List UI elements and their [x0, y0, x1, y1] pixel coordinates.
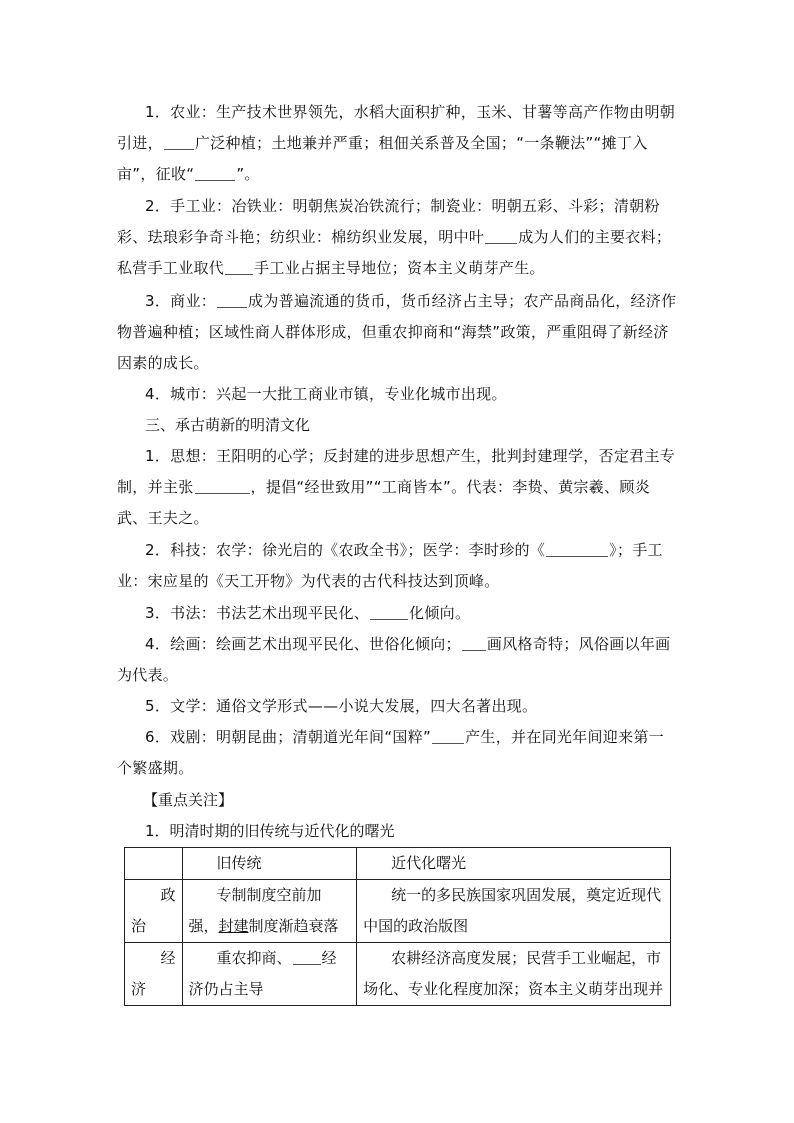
- blank-handicraft-type[interactable]: [225, 257, 253, 275]
- table-category-politics: [125, 880, 183, 943]
- politics-old-underlined: 封建: [218, 917, 249, 935]
- commerce-paragraph: [117, 286, 677, 379]
- comparison-table: [124, 847, 671, 1006]
- economy-new-cell: 农耕经济高度发展；民营手工业崛起，市场化、专业化程度加深；资本主义萌芽出现并: [357, 943, 671, 1006]
- economy-old-text-1: 重农抑商、: [216, 949, 292, 967]
- politics-char-2: 治: [131, 917, 147, 935]
- politics-old-text-rest: 制度渐趋衰落: [248, 917, 339, 935]
- drama-paragraph: [117, 722, 677, 784]
- calligraphy-text-1: 3．书法：书法艺术出现平民化、: [145, 604, 370, 622]
- drama-text-2: 产生，并在同光年间迎来第一个繁盛期。: [117, 728, 664, 777]
- blank-handicraft-fabric[interactable]: [485, 226, 517, 244]
- agriculture-text-1: 1．农业：生产技术世界领先，水稻大面积扩种，玉米、甘薯等高产作物由明朝引进，: [117, 103, 676, 152]
- economy-char-1: 经: [160, 949, 176, 967]
- painting-text-1: 4．绘画：绘画艺术出现平民化、世俗化倾向；: [145, 635, 461, 653]
- economy-old-text-2: 经济仍占主导: [188, 949, 337, 998]
- literature-paragraph: [117, 691, 677, 722]
- table-header-modern-dawn: 近代化曙光: [357, 848, 671, 880]
- thought-paragraph: [117, 441, 677, 534]
- city-paragraph: [117, 379, 677, 410]
- focus-label: 【重点关注】: [143, 791, 234, 809]
- blank-commerce-currency[interactable]: [217, 290, 247, 308]
- painting-paragraph: [117, 629, 677, 691]
- thought-text-1: 1．思想：王阳明的心学；反封建的进步思想产生，批判封建理学，否定君主专制，并主张: [117, 447, 676, 496]
- blank-technology-book[interactable]: [546, 539, 608, 557]
- table-row: [125, 943, 671, 1006]
- section-3-heading: 三、承古萌新的明清文化: [145, 416, 311, 434]
- agriculture-text-2: 广泛种植；土地兼并严重；租佃关系普及全国；“一条鞭法”“摊丁入亩”，征收“: [117, 134, 648, 183]
- thought-text-2: ，提倡“经世致用”“工商皆本”。代表：李贽、黄宗羲、顾炎武、王夫之。: [117, 478, 651, 527]
- blank-thought-idea[interactable]: [195, 476, 250, 494]
- politics-char-1: 政: [160, 886, 176, 904]
- table-row: [125, 880, 671, 943]
- politics-old-text: 专制制度空前加强，: [188, 886, 322, 935]
- table-category-economy: [125, 943, 183, 1006]
- commerce-text-2: 成为普遍流通的货币，货币经济占主导；农产品商品化，经济作物普遍种植；区域性商人群体形成，但重农抑商和“海禁”政策，严重阻碍了新经济因素的成长。: [117, 292, 677, 372]
- blank-agriculture-crop[interactable]: [164, 132, 194, 150]
- commerce-text-1: 3．商业：: [145, 292, 217, 310]
- focus-subtitle: 1．明清时期的旧传统与近代化的曙光: [145, 822, 395, 840]
- agriculture-text-3: ”。: [236, 165, 260, 183]
- handicraft-text-3: 手工业占据主导地位；资本主义萌芽产生。: [254, 259, 545, 277]
- city-text: 4．城市：兴起一大批工商业市镇，专业化城市出现。: [145, 385, 507, 403]
- handicraft-paragraph: [117, 191, 677, 284]
- agriculture-paragraph: [117, 97, 677, 190]
- economy-char-2: 济: [131, 980, 147, 998]
- technology-text-1: 2．科技：农学：徐光启的《农政全书》；医学：李时珍的《: [145, 541, 546, 559]
- blank-calligraphy[interactable]: [370, 602, 408, 620]
- table-header-row: [125, 848, 671, 880]
- economy-old-cell: [182, 943, 357, 1006]
- blank-drama-opera[interactable]: [432, 726, 464, 744]
- handicraft-text-1: 2．手工业：冶铁业：明朝焦炭冶铁流行；制瓷业：明朝五彩、斗彩；清朝粉彩、珐琅彩争奇斗艳；纺织业：棉纺织业发展，明中叶: [117, 197, 660, 246]
- literature-text: 5．文学：通俗文学形式——小说大发展，四大名著出现。: [145, 697, 538, 715]
- blank-economy-type[interactable]: [293, 947, 321, 965]
- blank-painting[interactable]: [462, 633, 486, 651]
- calligraphy-text-2: 化倾向。: [409, 604, 471, 622]
- calligraphy-paragraph: [117, 598, 677, 629]
- table-header-empty: [125, 848, 183, 880]
- table-header-old-tradition: 旧传统: [182, 848, 357, 880]
- painting-text-2: 画风格奇特；风俗画以年画为代表。: [117, 635, 671, 684]
- blank-agriculture-tax[interactable]: [195, 163, 235, 181]
- technology-paragraph: [117, 535, 677, 597]
- technology-text-2: 》；手工业：宋应星的《天工开物》为代表的古代科技达到顶峰。: [117, 541, 663, 590]
- drama-text-1: 6．戏剧：明朝昆曲；清朝道光年间“国粹”: [145, 728, 432, 746]
- politics-new-cell: 统一的多民族国家巩固发展，奠定近现代中国的政治版图: [357, 880, 671, 943]
- handicraft-text-2: 成为人们的主要衣料；私营手工业取代: [117, 228, 672, 277]
- politics-old-cell: [182, 880, 357, 943]
